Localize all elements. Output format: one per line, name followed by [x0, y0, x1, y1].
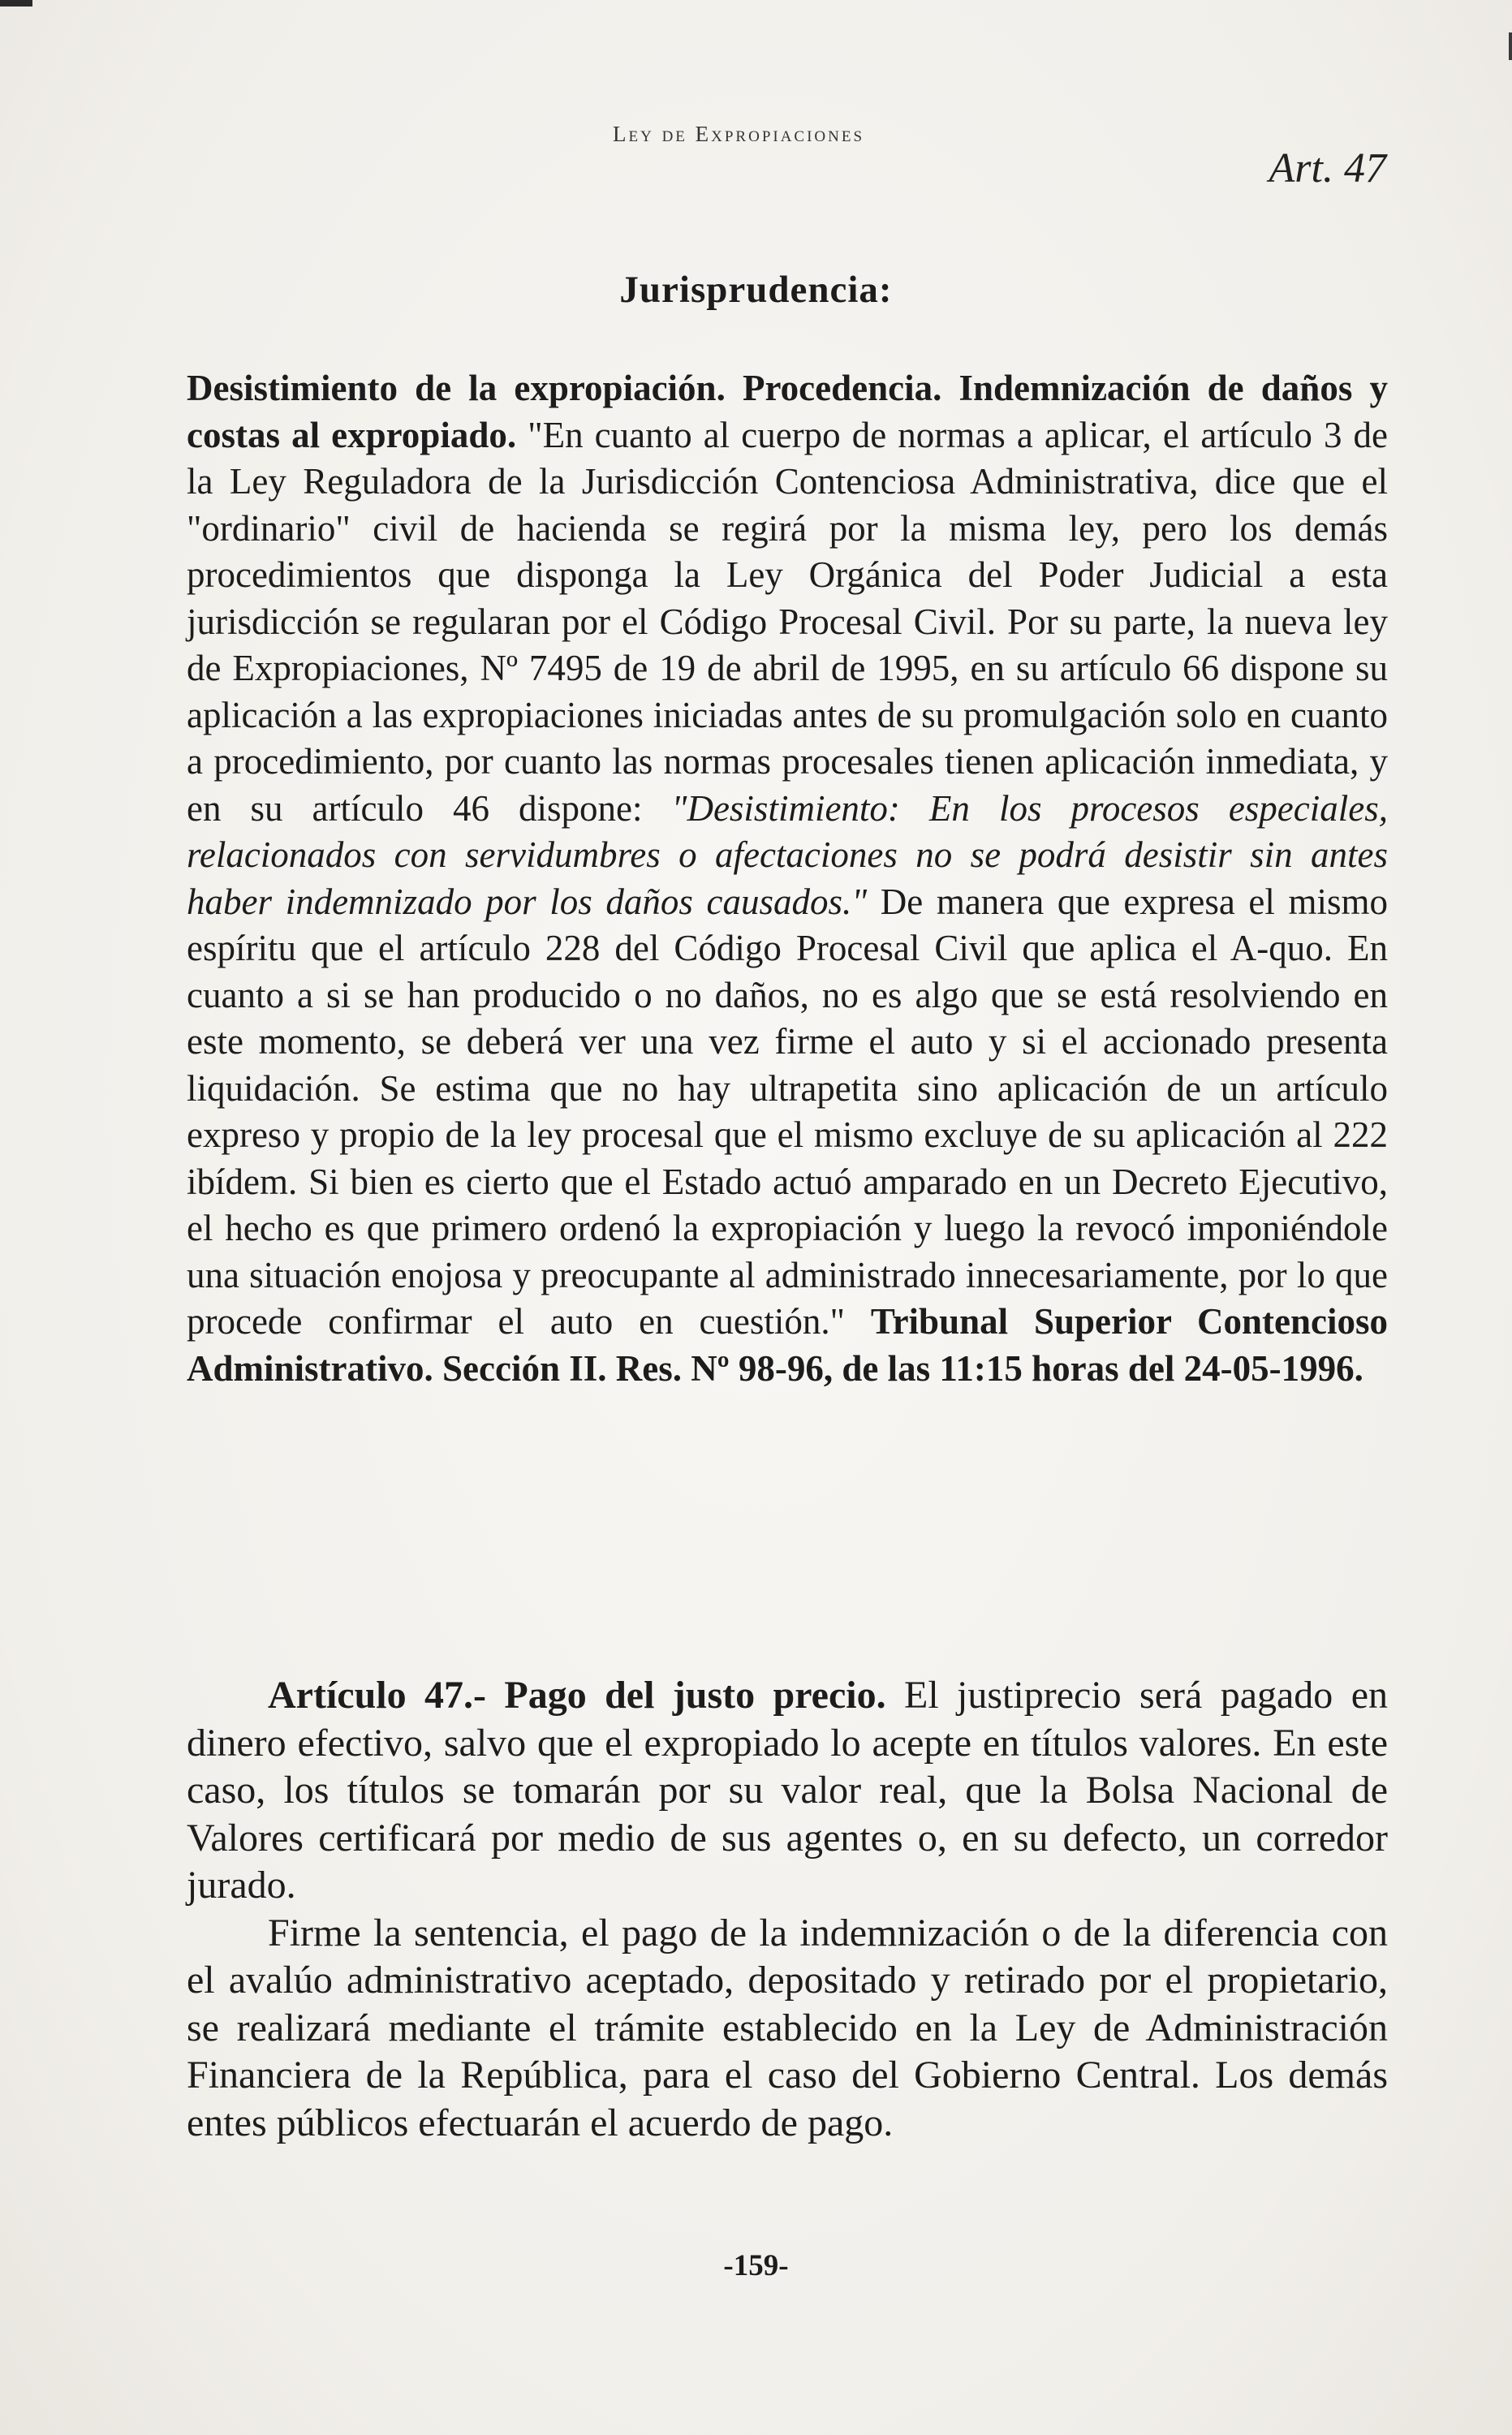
section-heading: Jurisprudencia: [619, 269, 893, 311]
scan-edge-mark [1509, 32, 1512, 60]
article-paragraph-1 [187, 1672, 1388, 1910]
article-title: Artículo 47.- Pago del justo precio. [268, 1674, 886, 1717]
scan-corner-mark [0, 0, 32, 6]
jurisprudence-body-start: "En cuanto al cuerpo de normas a aplicar, el artículo 3 de la Ley Reguladora de la Jurisdicción Contenciosa Administrativa, dice que el "ordinario" civil de hacienda se regirá por la misma ley, pero los demás procedimientos que disponga la Ley Orgánica del Poder Judicial a esta jurisdicción se regularan por el Código Procesal Civil. Por su parte, la nueva ley de Expropiaciones, Nº 7495 de 19 de abril de 1995, en su artículo 66 dispone su aplicación a las expropiaciones iniciadas antes de su promulgación solo en cuanto a procedimiento, por cuanto las normas procesales tienen aplicación inmediata, y en su artículo 46 dispone: [187, 414, 1388, 829]
jurisprudence-lead: Desistimiento de la expropiación. Procedencia. Indemnización de daños y costas al expropiado. [187, 368, 1388, 455]
running-header: Ley de Expropiaciones [613, 122, 865, 146]
jurisprudence-citation: Tribunal Superior Contencioso Administrativo. Sección II. Res. Nº 98-96, de las 11:15 horas del 24-05-1996. [187, 1301, 1388, 1389]
jurisprudence-italic-quote: "Desistimiento: En los procesos especiales, relacionados con servidumbres o afectaciones no se podrá desistir sin antes haber indemnizado por los daños causados." [187, 787, 1388, 922]
article-paragraph-1-text: El justiprecio será pagado en dinero efectivo, salvo que el expropiado lo acepte en títulos valores. En este caso, los títulos se tomarán por su valor real, que la Bolsa Nacional de Valores certificará por medio de sus agentes o, en su defecto, un corredor jurado. [187, 1674, 1388, 1907]
article-paragraph-2: Firme la sentencia, el pago de la indemnización o de la diferencia con el avalúo administrativo aceptado, depositado y retirado por el propietario, se realizará mediante el trámite establecido en la Ley de Administración Financiera de la República, para el caso del Gobierno Central. Los demás entes públicos efectuarán el acuerdo de pago. [187, 1911, 1388, 2144]
article-47 [187, 1672, 1388, 2147]
jurisprudence-body-end: De manera que expresa el mismo espíritu que el artículo 228 del Código Procesal Civil que aplica el A-quo. En cuanto a si se han producido o no daños, no es algo que se está resolviendo en este momento, se deberá ver una vez firme el auto y si el accionado presenta liquidación. Se estima que no hay ultrapetita sino aplicación de un artículo expreso y propio de la ley procesal que el mismo excluye de su aplicación al 222 ibídem. Si bien es cierto que el Estado actuó amparado en un Decreto Ejecutivo, el hecho es que primero ordenó la expropiación y luego la revocó imponiéndole una situación enojosa y preocupante al administrado innecesariamente, por lo que procede confirmar el auto en cuestión." [187, 881, 1389, 1342]
jurisprudence-paragraph [187, 365, 1388, 1392]
page-number: -159- [723, 2249, 789, 2282]
article-marker: Art. 47 [1269, 145, 1386, 192]
